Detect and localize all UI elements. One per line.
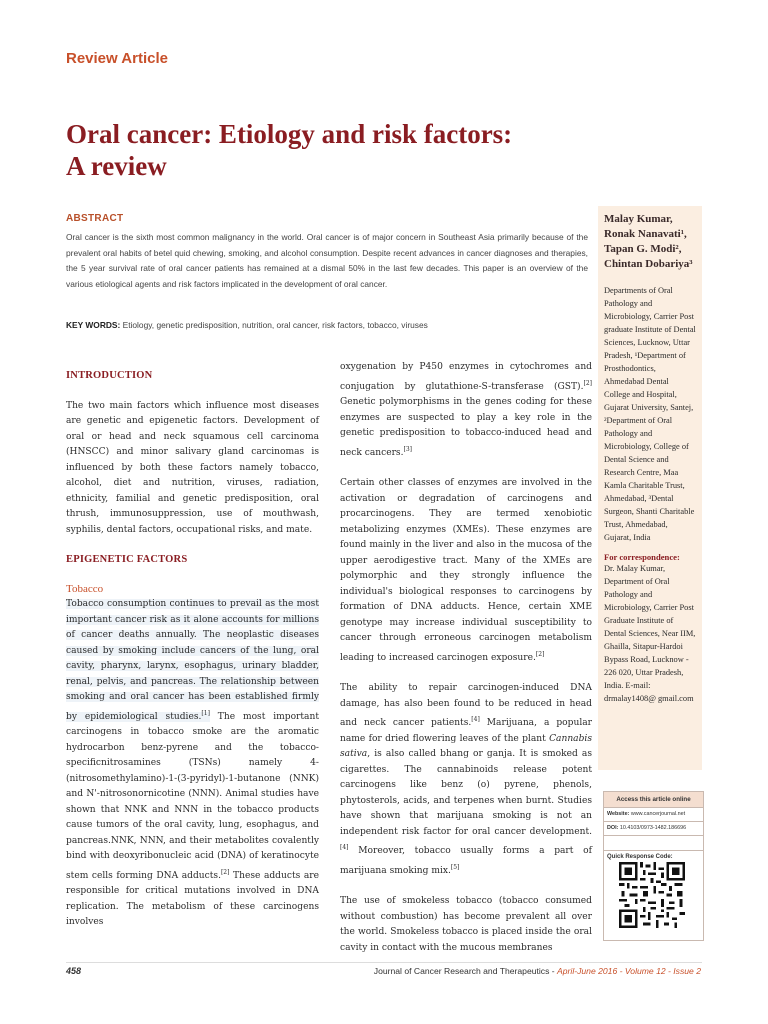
right-para-4: The use of smokeless tobacco (tobacco consumed without combustion) has become prevalent all over the world. Smokeless tobacco is placed inside the oral cavity in contact with the mucous membranes — [340, 896, 592, 953]
website-link[interactable]: www.cancerjournal.net — [629, 811, 686, 817]
qr-label: Quick Response Code: — [604, 850, 703, 862]
right-para-3 — [340, 681, 592, 879]
correspondence-details: Dr. Malay Kumar, Department of Oral Pathology and Microbiology, Carrier Post Graduate Institute of Dental Sciences, Near IIM, Ghailla, Sitapur-Hardoi Bypass Road, Lucknow - 226 020, Uttar Pradesh, India. E-mail: drmalay1408@ gmail.com — [604, 564, 696, 703]
footer-divider — [66, 962, 702, 963]
abstract-text: Oral cancer is the sixth most common malignancy in the world. Oral cancer is of major concern in Southeast Asia primarily because of the prevalent oral habits of betel quid chewing, smoking, and alcohol consumption. Despite recent advances in cancer diagnoses and therapies, the 5 year survival rate of oral cancer patients has remained at a dismal 50% in the last few decades. This paper is an overview of the various etiological agents and risk factors implicated in the development of oral cancer. — [66, 232, 588, 289]
author-2: Ronak Nanavati¹, — [604, 228, 687, 240]
right-para-2 — [340, 476, 592, 666]
access-heading: Access this article online — [604, 792, 703, 807]
right-para-3-text-b: Marijuana, a popular name for dried flowering leaves of the plant — [340, 718, 592, 744]
right-para-3-text-a: The ability to repair carcinogen-induced DNA damage, has also been found to be reduced in head and neck cancer patients. — [340, 683, 592, 729]
doi-link[interactable]: 10.4103/0973-1482.186696 — [618, 825, 687, 831]
tobacco-text-2: These adducts are responsible for critical mutations involved in DNA replication. The metabolism of these carcinogens involves — [66, 870, 319, 928]
left-column — [66, 368, 319, 931]
author-3: Tapan G. Modi², — [604, 243, 682, 255]
website-row — [604, 807, 703, 821]
journal-issue: April-June 2016 - Volume 12 - Issue 2 — [557, 966, 701, 976]
introduction-heading: INTRODUCTION — [66, 370, 153, 381]
ref-4[interactable]: [4] — [471, 716, 480, 724]
author-sidebar — [598, 206, 702, 770]
author-4: Chintan Dobariya³ — [604, 258, 693, 270]
author-list — [598, 206, 702, 272]
doi-row — [604, 821, 703, 835]
qr-code-icon[interactable] — [619, 862, 685, 928]
access-online-box — [603, 791, 704, 941]
right-para-1-text-b: Genetic polymorphisms in the genes coding for these enzymes are suspected to play a key role in the genetic predisposition to tobacco-induced head and neck cancers. — [340, 397, 592, 458]
tobacco-highlight-text: Tobacco consumption continues to prevail as the most important cancer risk as it alone accounts for millions of cancer deaths annually. The neoplastic diseases caused by smoking include cancers of the lung, oral cavity, pharynx, larynx, esophagus, urinary bladder, renal, pelvis, and pancreas. The relationship between smoking and oral cancer has been established firmly by epidemiological studies. — [66, 599, 319, 722]
journal-name: Journal of Cancer Research and Therapeutics - — [373, 966, 558, 976]
affiliations: Departments of Oral Pathology and Microbiology, Carrier Post graduate Institute of Dental Sciences, Lucknow, Uttar Pradesh, ¹Department of Prosthodontics, Ahmedabad Dental College and Hospital, Gujarat University, Santej, ²Department of Oral Pathology and Microbiology, College of Dental Science and Research Centre, Maa Kamla Charitable Trust, Ahmedabad, ³Dental Surgeon, Shanti Charitable Trust, Ahmedabad, Gujarat, India — [604, 286, 696, 542]
doi-label: DOI: — [607, 825, 619, 831]
ref-2[interactable]: [2] — [220, 868, 230, 876]
right-column — [340, 360, 592, 956]
keywords — [66, 320, 588, 330]
title-line-1: Oral cancer: Etiology and risk factors: — [66, 119, 513, 149]
epigenetic-heading: EPIGENETIC FACTORS — [66, 554, 188, 565]
ref-2c[interactable]: [2] — [535, 650, 545, 658]
right-para-1 — [340, 360, 592, 461]
title-line-2: A review — [66, 151, 167, 181]
ref-3[interactable]: [3] — [403, 445, 412, 453]
right-para-3-text-d: Moreover, tobacco usually forms a part of marijuana smoking mix. — [340, 846, 592, 876]
ref-1[interactable]: [1] — [201, 709, 210, 717]
author-1: Malay Kumar, — [604, 213, 673, 225]
website-label: Website: — [607, 811, 630, 817]
ref-4b[interactable]: [4] — [340, 844, 349, 852]
tobacco-text-1: The most important carcinogens in tobacco smoke are the aromatic hydrocarbon benz-pyrene and the tobacco-specificnitrosamines (TSNs) namely 4-(nitrosomethylamino)-1-(3-pyridyl)-1-butanone (NNK) and N'-nitrosonornicotine (NNN). Animal studies have shown that NNK and NNN in the tobacco products cause tumors of the oral cavity, lung, esophagus, and pancreas.NNK, NNN, and their metabolites covalently bind with deoxyribonucleic acid (DNA) of keratinocyte stem cells forming DNA adducts. — [66, 711, 319, 881]
page-number: 458 — [66, 966, 82, 976]
abstract-heading: ABSTRACT — [66, 213, 124, 224]
journal-citation — [374, 966, 701, 976]
species-name: Cannabis sativa — [340, 733, 592, 760]
right-para-3-text-c: , is also called bhang or ganja. It is smoked as cigarettes. The cannabinoids release potent carcinogens like benz (o) pyrene, phenols, phytosterols, acids, and terpenes when burnt. Studies have shown that marijuana smoking is not an independent risk factor for oral cancer development. — [340, 749, 592, 837]
keywords-text: Etiology, genetic predisposition, nutrition, oral cancer, risk factors, tobacco, viruses — [120, 320, 428, 330]
tobacco-highlight — [66, 599, 319, 722]
introduction-text: The two main factors which influence most diseases are genetic and epigenetic factors. Development of oral or head and neck squamous cell carcinoma (HNSCC) and minor salivary gland carcinomas is influenced by both these factors namely tobacco, alcohol, diet and nutrition, viruses, radiation, ethnicity, familial and genetic predisposition, oral thrush, immunosuppression, use of mouthwash, syphilis, dental factors, occupational risks, and mate. — [66, 400, 319, 535]
tobacco-heading: Tobacco — [66, 582, 104, 595]
ref-2b[interactable]: [2] — [583, 379, 592, 387]
keywords-label: KEY WORDS: — [66, 320, 121, 330]
access-spacer — [604, 835, 703, 850]
right-para-1-text: oxygenation by P450 enzymes in cytochromes and conjugation by glutathione-S-transferase (GST). — [340, 362, 592, 392]
correspondence-heading: For correspondence: — [604, 552, 680, 562]
tobacco-text — [66, 597, 319, 931]
ref-5[interactable]: [5] — [450, 863, 460, 871]
right-para-2-text: Certain other classes of enzymes are involved in the activation or degradation of carcinogens and procarcinogens. They are termed xenobiotic metabolizing enzymes (XMEs). These enzymes are found mainly in the liver and also in the mucosa of the upper aerodigestive tract. Many of the XMEs are polymorphic and they strongly influence the individual's biological responses to carcinogens by formation of DNA adducts. Hence, certain XME genotype may increase individual susceptibility to cancer through erroneous carcinogen metabolism leading to increased carcinogen exposure. — [340, 478, 592, 663]
article-title — [66, 118, 586, 182]
article-type-label: Review Article — [66, 50, 168, 67]
